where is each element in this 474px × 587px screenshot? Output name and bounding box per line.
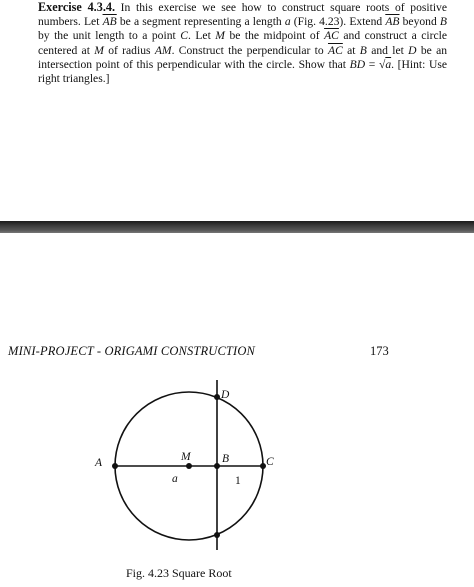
exercise-text-12: and let bbox=[366, 43, 409, 57]
exercise-text-10: . Construct the perpendicular to bbox=[171, 43, 328, 57]
exercise-text-1: In this exercise we see how to construct square roots of positive numbers. Let bbox=[38, 1, 447, 29]
point-b bbox=[214, 463, 220, 469]
label-b: B bbox=[222, 453, 230, 465]
var-c: C bbox=[180, 29, 188, 43]
exercise-text-11: at bbox=[342, 43, 360, 57]
exercise-text-7: be the midpoint of bbox=[224, 29, 325, 43]
label-length-one: 1 bbox=[235, 475, 241, 487]
var-a: a bbox=[284, 15, 291, 29]
exercise-text-8: and construct a circle centered at bbox=[38, 29, 447, 57]
exercise-text-4: beyond bbox=[399, 15, 440, 29]
sqrt-a: a bbox=[385, 57, 392, 71]
var-m: M bbox=[215, 29, 225, 43]
segment-ac: $\overline{AC}$ bbox=[327, 43, 343, 57]
exercise-text-15: . [Hint: Use right triangles.] bbox=[38, 57, 448, 86]
page-number: 173 bbox=[370, 344, 389, 358]
var-m: M bbox=[94, 43, 104, 57]
exercise-text-9: of radius bbox=[103, 43, 155, 57]
segment-ac: $\overline{AC}$ bbox=[324, 29, 339, 43]
var-b: B bbox=[359, 43, 367, 57]
exercise-label: Exercise 4.3.4. bbox=[38, 0, 116, 14]
exercise-text-5: by the unit length to a point bbox=[38, 29, 181, 43]
label-d: D bbox=[221, 389, 230, 401]
exercise-text-2: be a segment representing a length bbox=[116, 15, 285, 29]
var-d: D bbox=[408, 43, 417, 57]
label-c: C bbox=[266, 456, 274, 468]
segment-ab: $\overline{AB}$ bbox=[385, 15, 400, 29]
var-b: B bbox=[439, 15, 447, 29]
exercise-text-6: . Let bbox=[187, 29, 216, 43]
var-am: AM bbox=[154, 43, 172, 57]
point-a bbox=[112, 463, 118, 469]
label-a: A bbox=[95, 457, 103, 469]
exercise-text bbox=[38, 0, 447, 86]
square-root-figure bbox=[0, 370, 474, 587]
exercise-text-14: = √ bbox=[365, 57, 386, 71]
page-divider bbox=[0, 221, 474, 233]
exercise-text-3: (Fig. 4.23). Extend bbox=[290, 15, 386, 29]
label-m: M bbox=[181, 451, 191, 463]
figure-caption: Fig. 4.23 Square Root bbox=[126, 566, 232, 580]
point-m bbox=[186, 463, 192, 469]
var-bd: BD bbox=[349, 57, 366, 71]
label-length-a: a bbox=[172, 473, 178, 485]
exercise-text-13: be an intersection point of this perpendicular with the circle. Show that bbox=[38, 43, 448, 71]
point-d-lower bbox=[214, 532, 220, 538]
point-d bbox=[214, 394, 220, 400]
segment-ab: $\overline{AB}$ bbox=[102, 15, 117, 29]
page-header: MINI-PROJECT - ORIGAMI CONSTRUCTION bbox=[8, 344, 256, 358]
